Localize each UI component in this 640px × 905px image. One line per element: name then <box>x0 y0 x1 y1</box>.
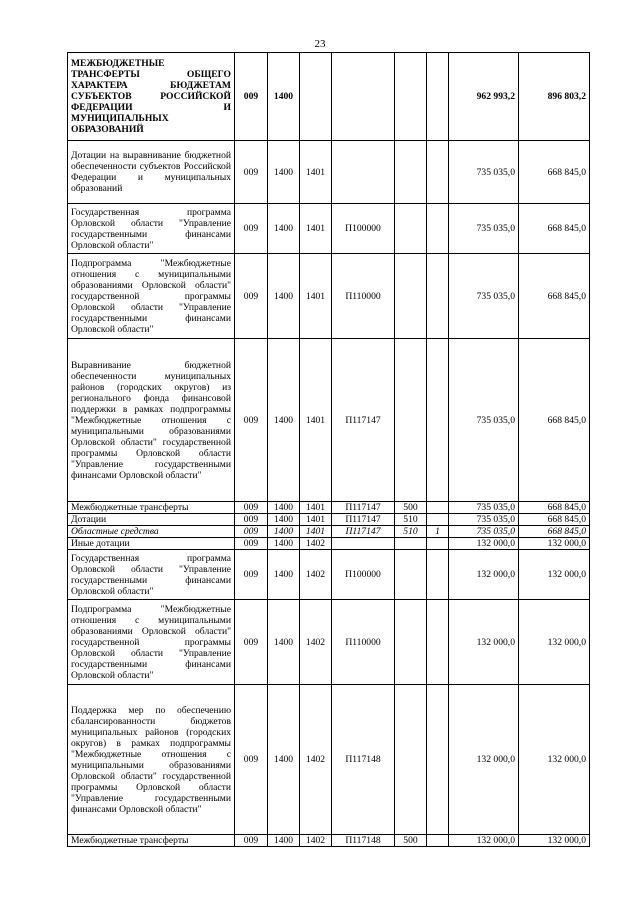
budget-table <box>67 52 590 847</box>
row-name: Иные дотации <box>68 538 235 550</box>
target-code: П117147 <box>332 339 395 502</box>
table-row <box>68 526 590 538</box>
sum-2: 668 845,0 <box>519 204 590 254</box>
row-name: Подпрограмма "Межбюджетные отношения с муниципальными образованиями Орловской области" государственной программы Орловской области "Управление государственными финансами Орловской области" <box>68 600 235 685</box>
expense-type-code: 510 <box>395 526 427 538</box>
subsection-code: 1401 <box>300 254 332 339</box>
sum-2: 132 000,0 <box>519 835 590 847</box>
row-name: Областные средства <box>68 526 235 538</box>
sum-2: 668 845,0 <box>519 254 590 339</box>
sum-2: 668 845,0 <box>519 514 590 526</box>
row-name: Дотации на выравнивание бюджетной обеспеченности субъектов Российской Федерации и муниципальных образований <box>68 141 235 204</box>
source-code <box>427 835 449 847</box>
expense-type-code <box>395 550 427 600</box>
source-code <box>427 339 449 502</box>
subsection-code: 1402 <box>300 600 332 685</box>
table-row <box>68 685 590 835</box>
sum-1: 132 000,0 <box>449 538 519 550</box>
sum-2: 132 000,0 <box>519 685 590 835</box>
sum-1: 735 035,0 <box>449 502 519 514</box>
ministry-code: 009 <box>235 339 268 502</box>
table-row <box>68 53 590 141</box>
section-code: 1400 <box>268 204 300 254</box>
section-code: 1400 <box>268 339 300 502</box>
source-code <box>427 685 449 835</box>
source-code <box>427 204 449 254</box>
ministry-code: 009 <box>235 526 268 538</box>
table-row <box>68 538 590 550</box>
row-name: Выравнивание бюджетной обеспеченности муниципальных районов (городских округов) из регионального фонда финансовой поддержки в рамках подпрограммы "Межбюджетные отношения с муниципальными образованиями Орловской области" государственной программы Орловской области "Управление государственными финансами Орловской области" <box>68 339 235 502</box>
subsection-code <box>300 53 332 141</box>
ministry-code: 009 <box>235 502 268 514</box>
row-name: Государственная программа Орловской области "Управление государственными финансами Орловской области" <box>68 550 235 600</box>
expense-type-code <box>395 600 427 685</box>
target-code: П100000 <box>332 204 395 254</box>
expense-type-code <box>395 339 427 502</box>
table-row <box>68 339 590 502</box>
target-code: П117148 <box>332 685 395 835</box>
page-number: 23 <box>314 38 326 50</box>
source-code <box>427 600 449 685</box>
section-code: 1400 <box>268 514 300 526</box>
subsection-code: 1402 <box>300 685 332 835</box>
expense-type-code <box>395 141 427 204</box>
subsection-code: 1401 <box>300 526 332 538</box>
sum-1: 132 000,0 <box>449 600 519 685</box>
section-code: 1400 <box>268 685 300 835</box>
section-code: 1400 <box>268 254 300 339</box>
expense-type-code: 500 <box>395 502 427 514</box>
sum-2: 896 803,2 <box>519 53 590 141</box>
target-code <box>332 53 395 141</box>
row-name: Дотации <box>68 514 235 526</box>
section-code: 1400 <box>268 835 300 847</box>
sum-1: 735 035,0 <box>449 526 519 538</box>
table-row <box>68 141 590 204</box>
sum-1: 735 035,0 <box>449 141 519 204</box>
sum-1: 132 000,0 <box>449 550 519 600</box>
source-code <box>427 141 449 204</box>
source-code <box>427 550 449 600</box>
row-name: Подпрограмма "Межбюджетные отношения с муниципальными образованиями Орловской области" государственной программы Орловской области "Управление государственными финансами Орловской области" <box>68 254 235 339</box>
subsection-code: 1401 <box>300 141 332 204</box>
table-row <box>68 204 590 254</box>
target-code: П117147 <box>332 526 395 538</box>
section-code: 1400 <box>268 526 300 538</box>
target-code: П110000 <box>332 600 395 685</box>
subsection-code: 1401 <box>300 204 332 254</box>
ministry-code: 009 <box>235 600 268 685</box>
section-code: 1400 <box>268 538 300 550</box>
sum-2: 132 000,0 <box>519 538 590 550</box>
ministry-code: 009 <box>235 141 268 204</box>
expense-type-code <box>395 685 427 835</box>
target-code: П100000 <box>332 550 395 600</box>
section-code: 1400 <box>268 141 300 204</box>
sum-2: 668 845,0 <box>519 502 590 514</box>
sum-1: 735 035,0 <box>449 254 519 339</box>
expense-type-code <box>395 204 427 254</box>
ministry-code: 009 <box>235 685 268 835</box>
table-row <box>68 502 590 514</box>
row-name: Межбюджетные трансферты <box>68 502 235 514</box>
row-name: МЕЖБЮДЖЕТНЫЕ ТРАНСФЕРТЫ ОБЩЕГО ХАРАКТЕРА БЮДЖЕТАМ СУБЪЕКТОВ РОССИЙСКОЙ ФЕДЕРАЦИИ И МУНИЦИПАЛЬНЫХ ОБРАЗОВАНИЙ <box>68 53 235 141</box>
row-name: Государственная программа Орловской области "Управление государственными финансами Орловской области" <box>68 204 235 254</box>
subsection-code: 1401 <box>300 502 332 514</box>
subsection-code: 1401 <box>300 339 332 502</box>
table-row <box>68 514 590 526</box>
expense-type-code <box>395 53 427 141</box>
source-code <box>427 502 449 514</box>
sum-1: 735 035,0 <box>449 204 519 254</box>
subsection-code: 1402 <box>300 835 332 847</box>
sum-2: 668 845,0 <box>519 141 590 204</box>
sum-1: 735 035,0 <box>449 339 519 502</box>
source-code <box>427 254 449 339</box>
table-row <box>68 550 590 600</box>
sum-2: 132 000,0 <box>519 600 590 685</box>
table-row <box>68 600 590 685</box>
section-code: 1400 <box>268 502 300 514</box>
source-code <box>427 514 449 526</box>
sum-1: 132 000,0 <box>449 835 519 847</box>
ministry-code: 009 <box>235 538 268 550</box>
expense-type-code: 510 <box>395 514 427 526</box>
source-code: 1 <box>427 526 449 538</box>
target-code <box>332 141 395 204</box>
subsection-code: 1402 <box>300 550 332 600</box>
expense-type-code: 500 <box>395 835 427 847</box>
target-code: П117147 <box>332 514 395 526</box>
source-code <box>427 53 449 141</box>
subsection-code: 1401 <box>300 514 332 526</box>
sum-2: 668 845,0 <box>519 339 590 502</box>
sum-1: 735 035,0 <box>449 514 519 526</box>
sum-1: 132 000,0 <box>449 685 519 835</box>
expense-type-code <box>395 538 427 550</box>
ministry-code: 009 <box>235 514 268 526</box>
source-code <box>427 538 449 550</box>
row-name: Поддержка мер по обеспечению сбалансированности бюджетов муниципальных районов (городских округов) в рамках подпрограммы "Межбюджетные отношения с муниципальными образованиями Орловской области" государственной программы Орловской области "Управление государственными финансами Орловской области" <box>68 685 235 835</box>
ministry-code: 009 <box>235 835 268 847</box>
ministry-code: 009 <box>235 550 268 600</box>
target-code: П117148 <box>332 835 395 847</box>
table-row <box>68 254 590 339</box>
row-name: Межбюджетные трансферты <box>68 835 235 847</box>
section-code: 1400 <box>268 53 300 141</box>
ministry-code: 009 <box>235 204 268 254</box>
expense-type-code <box>395 254 427 339</box>
ministry-code: 009 <box>235 53 268 141</box>
table-row <box>68 835 590 847</box>
sum-1: 962 993,2 <box>449 53 519 141</box>
sum-2: 132 000,0 <box>519 550 590 600</box>
subsection-code: 1402 <box>300 538 332 550</box>
sum-2: 668 845,0 <box>519 526 590 538</box>
ministry-code: 009 <box>235 254 268 339</box>
section-code: 1400 <box>268 600 300 685</box>
target-code: П110000 <box>332 254 395 339</box>
target-code: П117147 <box>332 502 395 514</box>
target-code <box>332 538 395 550</box>
section-code: 1400 <box>268 550 300 600</box>
